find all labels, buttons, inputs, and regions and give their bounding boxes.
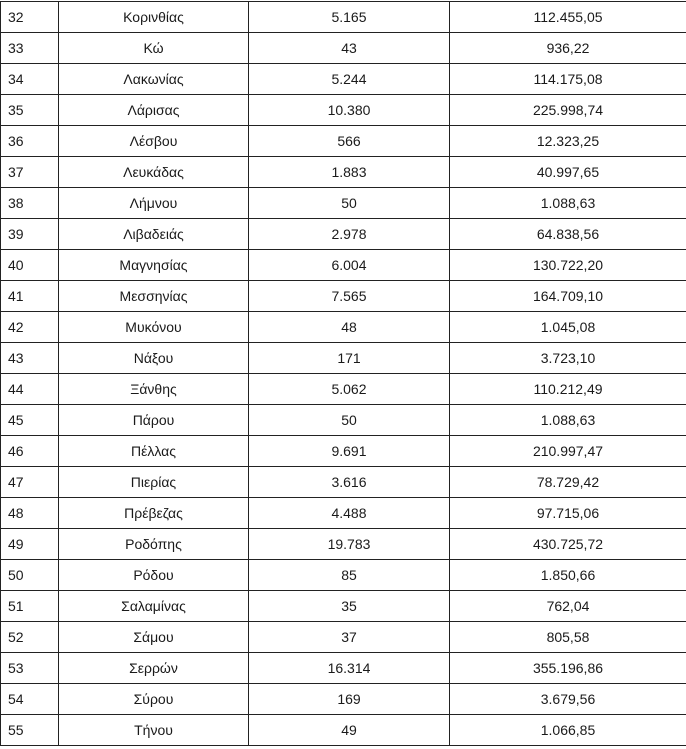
table-row (1, 560, 686, 591)
amount-cell: 225.998,74 (450, 95, 686, 126)
table-body (1, 2, 686, 746)
row-number-cell: 33 (1, 33, 59, 64)
table-row (1, 591, 686, 622)
table-row (1, 405, 686, 436)
count-cell: 50 (249, 188, 450, 219)
table-row (1, 95, 686, 126)
count-cell: 43 (249, 33, 450, 64)
region-name-cell: Μυκόνου (59, 312, 249, 343)
row-number-cell: 49 (1, 529, 59, 560)
amount-cell: 164.709,10 (450, 281, 686, 312)
region-name-cell: Νάξου (59, 343, 249, 374)
table-row (1, 312, 686, 343)
row-number-cell: 41 (1, 281, 59, 312)
amount-cell: 1.850,66 (450, 560, 686, 591)
table-row (1, 281, 686, 312)
amount-cell: 430.725,72 (450, 529, 686, 560)
count-cell: 5.165 (249, 2, 450, 33)
amount-cell: 3.723,10 (450, 343, 686, 374)
row-number-cell: 35 (1, 95, 59, 126)
row-number-cell: 32 (1, 2, 59, 33)
table-row (1, 188, 686, 219)
amount-cell: 936,22 (450, 33, 686, 64)
amount-cell: 1.088,63 (450, 188, 686, 219)
table-row (1, 436, 686, 467)
amount-cell: 114.175,08 (450, 64, 686, 95)
count-cell: 171 (249, 343, 450, 374)
amount-cell: 130.722,20 (450, 250, 686, 281)
amount-cell: 3.679,56 (450, 684, 686, 715)
region-name-cell: Ροδόπης (59, 529, 249, 560)
region-name-cell: Λακωνίας (59, 64, 249, 95)
table-row (1, 343, 686, 374)
amount-cell: 64.838,56 (450, 219, 686, 250)
amount-cell: 805,58 (450, 622, 686, 653)
count-cell: 16.314 (249, 653, 450, 684)
region-name-cell: Ρόδου (59, 560, 249, 591)
count-cell: 9.691 (249, 436, 450, 467)
count-cell: 10.380 (249, 95, 450, 126)
table-row (1, 467, 686, 498)
row-number-cell: 53 (1, 653, 59, 684)
row-number-cell: 45 (1, 405, 59, 436)
region-name-cell: Μεσσηνίας (59, 281, 249, 312)
table-row (1, 2, 686, 33)
amount-cell: 1.045,08 (450, 312, 686, 343)
table-row (1, 374, 686, 405)
region-name-cell: Μαγνησίας (59, 250, 249, 281)
count-cell: 6.004 (249, 250, 450, 281)
table-row (1, 715, 686, 746)
count-cell: 35 (249, 591, 450, 622)
table-row (1, 653, 686, 684)
count-cell: 85 (249, 560, 450, 591)
row-number-cell: 38 (1, 188, 59, 219)
row-number-cell: 52 (1, 622, 59, 653)
row-number-cell: 48 (1, 498, 59, 529)
region-name-cell: Κώ (59, 33, 249, 64)
count-cell: 49 (249, 715, 450, 746)
table-row (1, 498, 686, 529)
table-row (1, 684, 686, 715)
row-number-cell: 51 (1, 591, 59, 622)
row-number-cell: 40 (1, 250, 59, 281)
region-name-cell: Πιερίας (59, 467, 249, 498)
amount-cell: 40.997,65 (450, 157, 686, 188)
amount-cell: 110.212,49 (450, 374, 686, 405)
row-number-cell: 50 (1, 560, 59, 591)
region-name-cell: Κορινθίας (59, 2, 249, 33)
region-name-cell: Πέλλας (59, 436, 249, 467)
amount-cell: 78.729,42 (450, 467, 686, 498)
row-number-cell: 39 (1, 219, 59, 250)
data-table (0, 1, 686, 746)
region-name-cell: Σαλαμίνας (59, 591, 249, 622)
amount-cell: 112.455,05 (450, 2, 686, 33)
table-row (1, 33, 686, 64)
amount-cell: 97.715,06 (450, 498, 686, 529)
region-name-cell: Σύρου (59, 684, 249, 715)
table-row (1, 64, 686, 95)
row-number-cell: 43 (1, 343, 59, 374)
count-cell: 19.783 (249, 529, 450, 560)
table-row (1, 126, 686, 157)
count-cell: 5.244 (249, 64, 450, 95)
region-name-cell: Λέσβου (59, 126, 249, 157)
amount-cell: 355.196,86 (450, 653, 686, 684)
count-cell: 566 (249, 126, 450, 157)
row-number-cell: 54 (1, 684, 59, 715)
region-name-cell: Πρέβεζας (59, 498, 249, 529)
row-number-cell: 36 (1, 126, 59, 157)
row-number-cell: 42 (1, 312, 59, 343)
table-row (1, 157, 686, 188)
count-cell: 5.062 (249, 374, 450, 405)
count-cell: 37 (249, 622, 450, 653)
region-name-cell: Λιβαδειάς (59, 219, 249, 250)
row-number-cell: 55 (1, 715, 59, 746)
amount-cell: 210.997,47 (450, 436, 686, 467)
table-row (1, 219, 686, 250)
amount-cell: 12.323,25 (450, 126, 686, 157)
row-number-cell: 44 (1, 374, 59, 405)
amount-cell: 1.066,85 (450, 715, 686, 746)
count-cell: 1.883 (249, 157, 450, 188)
count-cell: 169 (249, 684, 450, 715)
amount-cell: 762,04 (450, 591, 686, 622)
amount-cell: 1.088,63 (450, 405, 686, 436)
count-cell: 2.978 (249, 219, 450, 250)
row-number-cell: 34 (1, 64, 59, 95)
row-number-cell: 37 (1, 157, 59, 188)
count-cell: 7.565 (249, 281, 450, 312)
region-name-cell: Λάρισας (59, 95, 249, 126)
region-name-cell: Πάρου (59, 405, 249, 436)
count-cell: 48 (249, 312, 450, 343)
region-name-cell: Σερρών (59, 653, 249, 684)
table-row (1, 622, 686, 653)
row-number-cell: 47 (1, 467, 59, 498)
region-name-cell: Τήνου (59, 715, 249, 746)
table-row (1, 529, 686, 560)
count-cell: 3.616 (249, 467, 450, 498)
region-name-cell: Σάμου (59, 622, 249, 653)
row-number-cell: 46 (1, 436, 59, 467)
region-name-cell: Λευκάδας (59, 157, 249, 188)
count-cell: 4.488 (249, 498, 450, 529)
region-name-cell: Λήμνου (59, 188, 249, 219)
region-name-cell: Ξάνθης (59, 374, 249, 405)
table-row (1, 250, 686, 281)
count-cell: 50 (249, 405, 450, 436)
